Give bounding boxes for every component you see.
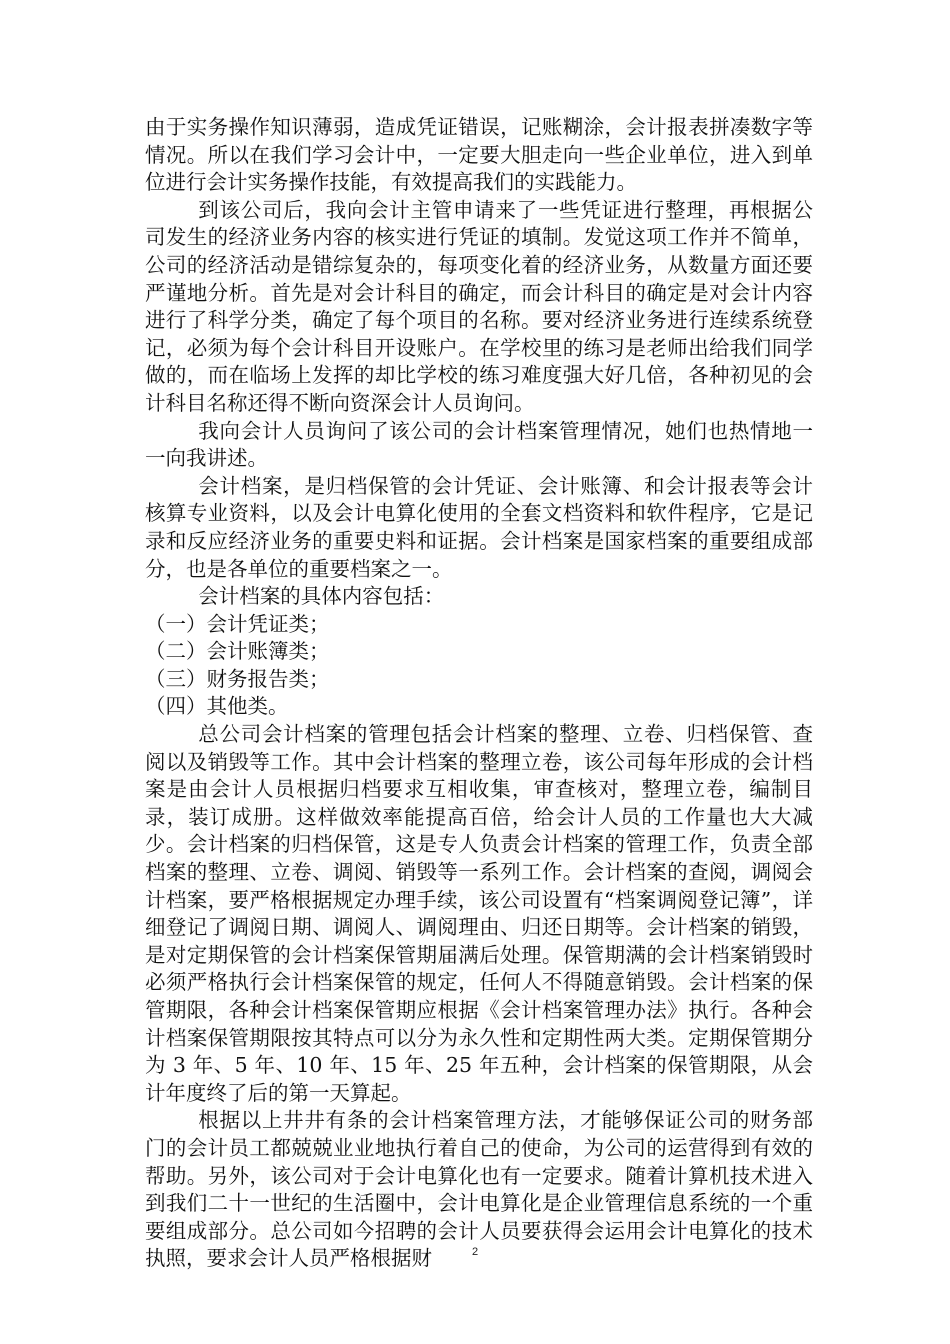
paragraph-archive-definition: 会计档案，是归档保管的会计凭证、会计账簿、和会计报表等会计核算专业资料，以及会计电算化使用的全套文档资料和软件程序，它是记录和反应经济业务的重要史料和证据。会计档案是国家档案的重要组成部分，也是各单位的重要档案之一。 <box>145 473 813 581</box>
paragraph-continuation: 由于实务操作知识薄弱，造成凭证错误，记账糊涂，会计报表拼凑数字等情况。所以在我们学习会计中，一定要大胆走向一些企业单位，进入到单位进行会计实务操作技能，有效提高我们的实践能力。 <box>145 115 813 195</box>
paragraph-computerized-accounting: 根据以上井井有条的会计档案管理方法，才能够保证公司的财务部门的会计员工都兢兢业业地执行着自己的使命，为公司的运营得到有效的帮助。另外，该公司对于会计电算化也有一定要求。随着计算机技术进入到我们二十一世纪的生活圈中，会计电算化是企业管理信息系统的一个重要组成部分。总公司如今招聘的会计人员要获得会运用会计电算化的技术执照，要求会计人员严格根据财 <box>145 1108 813 1271</box>
paragraph-archive-management: 总公司会计档案的管理包括会计档案的整理、立卷、归档保管、查阅以及销毁等工作。其中会计档案的整理立卷，该公司每年形成的会计档案是由会计人员根据归档要求互相收集，审查核对，整理立卷，编制目录，装订成册。这样做效率能提高百倍，给会计人员的工作量也大大减少。会计档案的归档保管，这是专人负责会计档案的管理工作，负责全部档案的整理、立卷、调阅、销毁等一系列工作。会计档案的查阅，调阅会计档案，要严格根据规定办理手续，该公司设置有“档案调阅登记簿”，详细登记了调阅日期、调阅人、调阅理由、归还日期等。会计档案的销毁，是对定期保管的会计档案保管期届满后处理。保管期满的会计档案销毁时必须严格执行会计档案保管的规定，任何人不得随意销毁。会计档案的保管期限，各种会计档案保管期应根据《会计档案管理办法》执行。各种会计档案保管期限按其特点可以分为永久性和定期性两大类。定期保管期分为 3 年、5 年、10 年、15 年、25 年五种，会计档案的保管期限，从会计年度终了后的第一天算起。 <box>145 722 813 1105</box>
list-item-others: （四）其他类。 <box>145 694 289 719</box>
document-body <box>145 114 813 1273</box>
paragraph-archive-inquiry: 我向会计人员询问了该公司的会计档案管理情况，她们也热情地一一向我讲述。 <box>145 418 813 471</box>
list-item-ledgers: （二）会计账簿类； <box>145 639 330 664</box>
list-item-vouchers: （一）会计凭证类； <box>145 611 330 636</box>
list-item-reports: （三）财务报告类； <box>145 666 330 691</box>
paragraph-archive-contents-intro: 会计档案的具体内容包括： <box>198 584 445 609</box>
page-number: 2 <box>471 1246 479 1258</box>
paragraph-voucher-work: 到该公司后，我向会计主管申请来了一些凭证进行整理，再根据公司发生的经济业务内容的核实进行凭证的填制。发觉这项工作并不简单，公司的经济活动是错综复杂的，每项变化着的经济业务，从数量方面还要严谨地分析。首先是对会计科目的确定，而会计科目的确定是对会计内容进行了科学分类，确定了每个项目的名称。要对经济业务进行连续系统登记，必须为每个会计科目开设账户。在学校里的练习是老师出给我们同学做的，而在临场上发挥的却比学校的练习难度强大好几倍，各种初见的会计科目名称还得不断向资深会计人员询问。 <box>145 197 813 415</box>
